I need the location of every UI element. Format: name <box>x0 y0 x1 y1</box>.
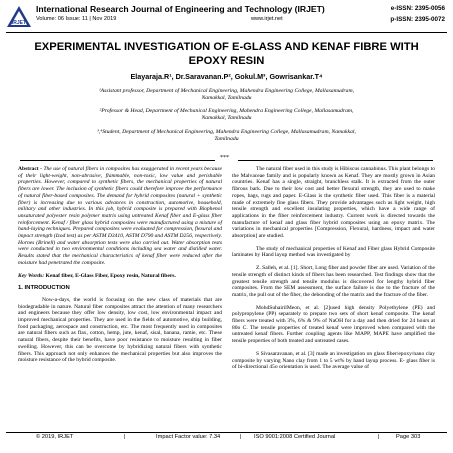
footer-copyright: © 2019, IRJET <box>36 434 74 440</box>
paragraph-sivasaravanan: S Sivasaravanan, et al. [3] made an investigation on glass fiber/epoxy/nano clay composite by varying Nano clay from 1 to 5 wt% by hand layup process. E- glass fiber is of bi-directional 45o orientation is used. The average value of <box>232 350 435 371</box>
abstract <box>18 166 222 267</box>
journal-title: International Research Journal of Engineering and Technology (IRJET) <box>36 4 325 14</box>
paragraph-study-intro: The study of mechanical properties of Kenaf and Fiber glass Hybrid Composite laminates by Hand layup method was investigated by <box>232 245 435 259</box>
abstract-label: Abstract - <box>18 166 42 172</box>
section-separator <box>20 155 433 162</box>
affiliation-3 <box>18 129 435 143</box>
separator-line-left <box>20 160 215 161</box>
keywords-text: Kenaf fiber, E-Glass Fiber, Epoxy resin, Natural fibers. <box>44 272 176 279</box>
journal-website[interactable]: www.irjet.net <box>251 16 283 22</box>
journal-volume: Volume: 06 Issue: 11 | Nov 2019 <box>36 16 117 22</box>
footer-page-number: Page 303 <box>396 434 421 440</box>
affiliation-2-line-1: ²Professor & Head, Department of Mechanical Engineering, Mahendra Engineering College, Mallasamudram, <box>99 108 354 114</box>
affiliation-2 <box>18 108 435 122</box>
affiliation-3-line-2: Tamilnadu <box>214 136 239 143</box>
author-list: Elayaraja.R¹, Dr.Saravanan.P², Gokul.M³, Gowrisankar.T⁴ <box>130 72 323 81</box>
irjet-logo-icon <box>6 5 32 28</box>
introduction-heading: 1. INTRODUCTION <box>18 285 70 292</box>
title-line-1: EXPERIMENTAL INVESTIGATION OF E-GLASS AND KENAF FIBRE WITH <box>34 41 419 53</box>
footer-divider <box>6 432 447 433</box>
affiliation-2-line-2: Namakkal, Tamilnadu <box>201 115 252 122</box>
header-divider <box>6 32 447 33</box>
affiliation-1-line-2: Namakkal, Tamilnadu <box>201 95 252 102</box>
issn-electronic: e-ISSN: 2395-0056 <box>390 5 445 12</box>
keywords-label: Key Words: <box>18 272 45 279</box>
separator-line-right <box>238 160 433 161</box>
footer-impact-factor: Impact Factor value: 7.34 <box>156 434 221 440</box>
title-line-2: EPOXY RESIN <box>188 54 265 67</box>
abstract-text: The use of natural fibers in composites has exaggerated in recent years because of their light-weight, non-abrasive, flammable, non-toxic, low value and perishable properties. However, compared to synthetic fibers, the mechanical properties of natural fibers are lower. The inclusion of synthetic fibers could therefore improve the performance of natural fiber-based composites. The demand for hybrid composites (natural + synthetic fiber) is increasing due to various advances in construction, automotive, household, military and other industries. In this job, hybrid composite is prepared with Biophenol unsaturated polyester resin polymer matrix using untreated Kenaf fiber and E-glass fiber reinforcement. Kenaf / fiber glass hybrid composites were manufactured using a mixture of hand-laying techniques. Prepared composites were evaluated for compression, flexural and impact strength (Izod test) as per ASTM D3410, ASTM D790 and ASTM D256, respectively. Hornes (Brinell) and water absorption tests were also carried out. Water absorption tests were conducted in two environmental conditions including sea water and distilled water. Results stated that the mechanical characteristics of kenaf fiber were reduced after the moisture had penetrated the composite. <box>18 166 222 266</box>
paragraph-kenaf-fiber: The natural fiber used in this study is Hibiscus cannabinus. This plant belongs to the Malvaceae family and is popularly known as Kenaf. They are mostly grown in Asian countries. Kenaf has a single, straight, branchless stalk. It is extracted from the outer fibrous bark. Due to their low cost and better flexural strength, they are used to make ropes, bags, rugs and paper. E-Glass is the synthetic fiber used. This fiber is a material made of extremely fine glass fibers. They provide advantages such as light weight, high tensile strength and excellent insulating properties, which have a wide range of applications in the fiber reinforcement industry. Current work is directed towards the manufacture of kenaf and glass fiber hybrid composites using an epoxy matrix. The variations in mechanical properties [Compression, Flexural, hardness, impact and water absorption] are studied. <box>232 166 435 240</box>
paragraph-meon: MohdSuhairilMeon, et al. [2]used high density Polyethylene (PE) and polypropylene (PP) separately to prepare two sets of short kenaf composite. The kenaf fibers were treated with 3%, 6% & 9% of NaOH for a day and then dried for 24 hours at 80o C. The tensile properties of treated kenaf were improved when compared with the untreated kenaf fibers. Further coupling agents like MAPP, MAPE have amplified the tensile properties of both treated and untreated cases. <box>232 304 435 345</box>
paper-title <box>10 41 443 68</box>
introduction-text: Now-a-days, the world is focusing on the new class of materials that are biodegradable in nature. Natural fiber composites attract the attention of many researchers and engineers because they offer low density, low cost, low environmental impact and improved mechanical properties. They are used in the fields of automotive, ship building, food packaging, aerospace and construction, etc. The most frequently used in composites are natural fibers such as flax, cotton, hemp, jute, kenaf, sisal, banana, ramie, etc. These natural fibers, despite their benefits, have poor resistance to moisture resulting in fiber swelling. However, this can be overcome by hybridizing natural fibers with synthetic fibers. This approach not only enhances the mechanical properties but also improves the moisture resistance of the hybrid composite. <box>18 296 222 364</box>
footer-separator: | <box>378 434 380 440</box>
footer-separator: | <box>124 434 126 440</box>
logo-text: IRJET <box>11 20 27 26</box>
left-column <box>18 166 222 370</box>
affiliation-3-line-1: ³,⁴Student, Department of Mechanical Engineering, Mahendra Engineering College, Mallasamudram, Namakkal, <box>97 129 356 135</box>
footer-separator: | <box>240 434 242 440</box>
footer-iso: ISO 9001:2008 Certified Journal <box>254 434 336 440</box>
affiliation-1 <box>18 88 435 102</box>
journal-header <box>6 4 447 31</box>
affiliation-1-line-1: ¹Assistant professor, Department of Mechanical Engineering, Mahendra Engineering College, Mallasamudram, <box>98 88 355 94</box>
keywords <box>18 273 222 280</box>
separator-stars: *** <box>220 155 229 161</box>
paragraph-salleh: Z. Salleh, et al. [1]. Short, Long fiber and powder fiber are used. Variation of the tensile strength of distinct kinds of fibers has been researched. Test findings show that the greatest tensile strength and tensile modulus is discovered for lengthy hybrid fiber composites. From the SEM assessment, the surface failure is due to the fracture of the matrix, the pull out of the fiber, the debonding of the matrix and the fracture of the fiber. <box>232 265 435 298</box>
page-footer <box>6 434 447 444</box>
issn-print: p-ISSN: 2395-0072 <box>390 16 445 23</box>
right-column <box>232 166 435 377</box>
